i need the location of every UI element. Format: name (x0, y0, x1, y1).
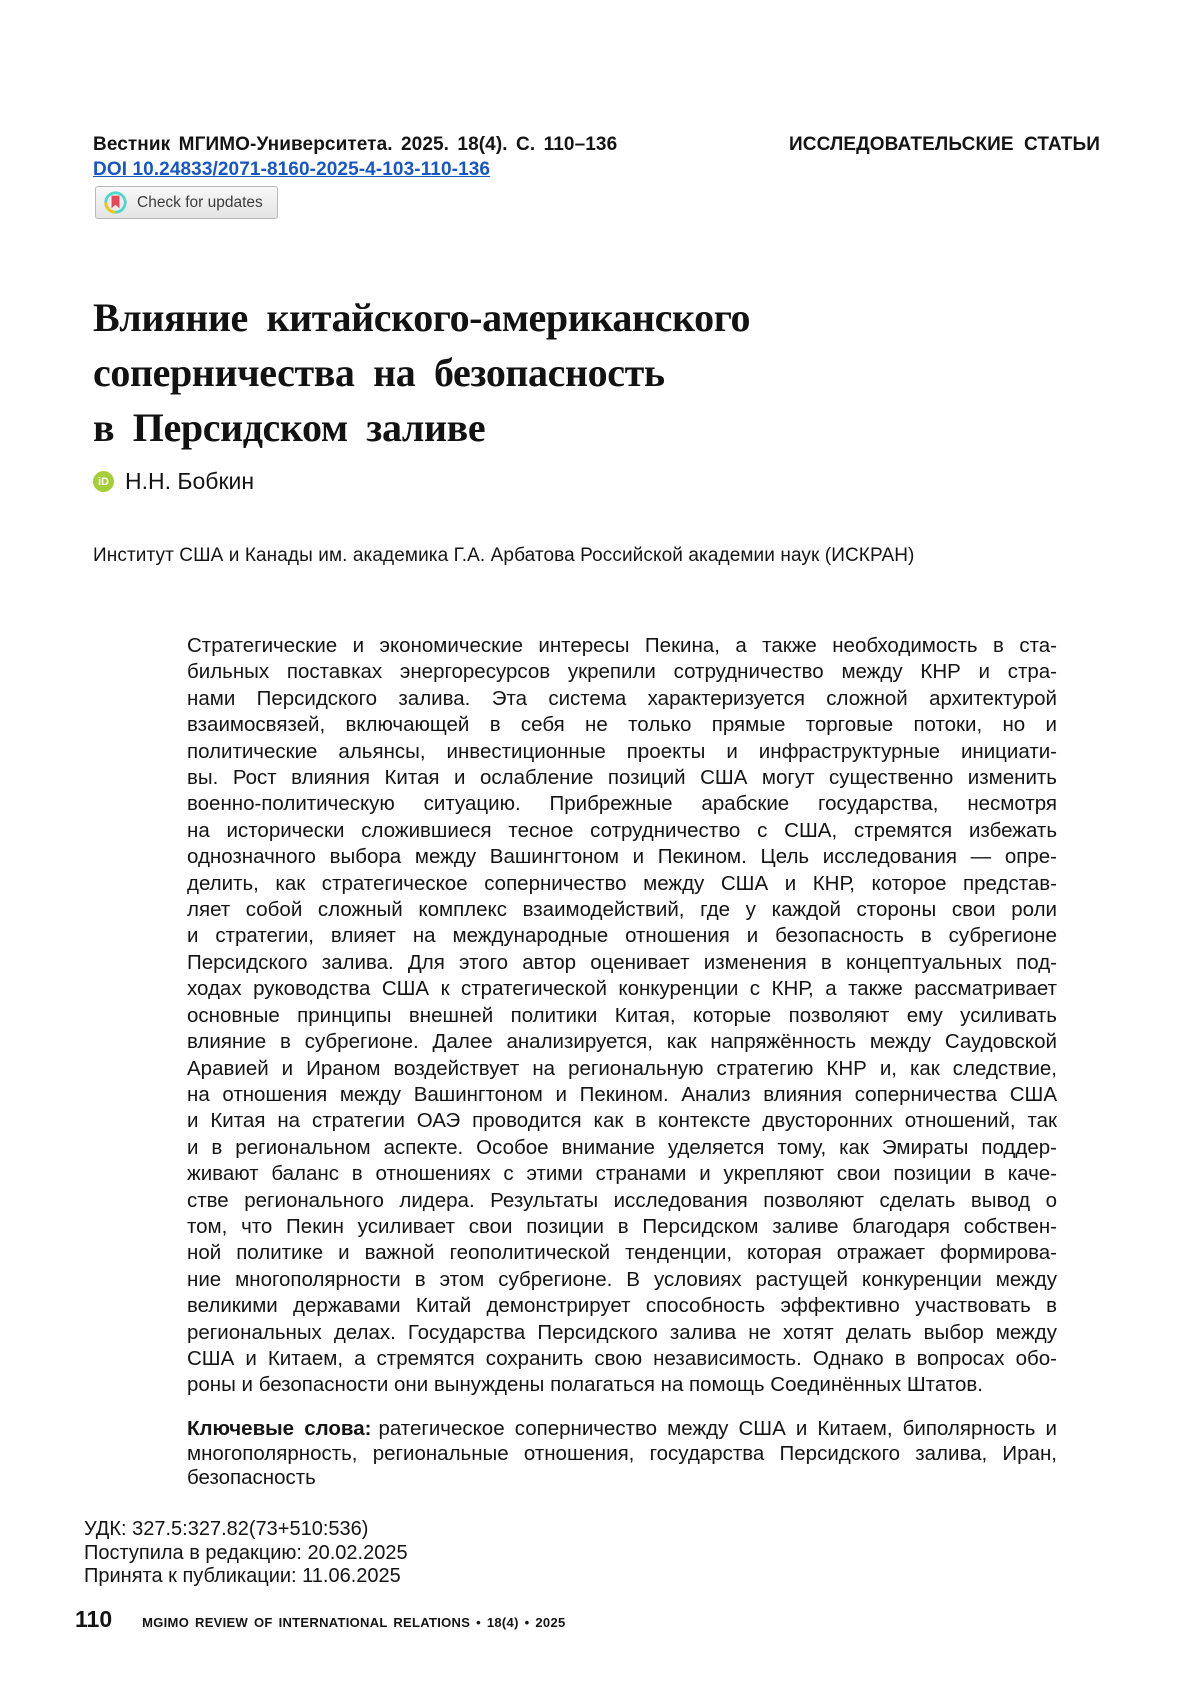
author-row (93, 468, 254, 495)
page-number: 110 (75, 1606, 113, 1632)
abstract-line: региональных делах. Государства Персидского залива не хотят делать выбор между (187, 1320, 1057, 1344)
article-title-line: соперничества на безопасность (93, 350, 665, 395)
article-title-line: в Персидском заливе (93, 405, 486, 450)
abstract-line: делить, как стратегическое соперничество между США и КНР, которое представ- (187, 871, 1057, 895)
meta-line: УДК: 327.5:327.82(73+510:536) (84, 1518, 369, 1540)
abstract-line: ляет собой сложный комплекс взаимодействий, где у каждой стороны свои роли (187, 898, 1057, 922)
abstract-line: Аравией и Ираном воздействует на региональную стратегию КНР и, как следствие, (187, 1056, 1057, 1080)
abstract (187, 633, 1057, 1399)
abstract-line: Стратегические и экономические интересы Пекина, а также необходимость в ста- (187, 634, 1057, 657)
keywords-text: ратегическое соперничество между США и Китаем, биполярность и многополярность, региональные отношения, государства Персидского залива, Иран, безопасность (187, 1417, 1057, 1490)
article-meta (84, 1518, 408, 1589)
page-header (93, 134, 1100, 181)
section-label: ИССЛЕДОВАТЕЛЬСКИЕ СТАТЬИ (789, 134, 1100, 155)
meta-line: Принята к публикации: 11.06.2025 (84, 1565, 401, 1588)
abstract-line: ние многополярности в этом субрегионе. В условиях растущей конкуренции между (187, 1267, 1057, 1291)
author-name: Н.Н. Бобкин (125, 468, 255, 494)
abstract-line: вы. Рост влияния Китая и ослабление позиций США могут существенно изменить (187, 766, 1057, 790)
abstract-line: на отношения между Вашингтоном и Пекином. Анализ влияния соперничества США (187, 1082, 1057, 1106)
abstract-line: великими державами Китай демонстрирует способность эффективно участвовать в (187, 1294, 1057, 1318)
crossmark-icon (104, 191, 127, 214)
doi-link[interactable]: DOI 10.24833/2071-8160-2025-4-103-110-136 (93, 159, 491, 180)
journal-footer-line: MGIMO REVIEW OF INTERNATIONAL RELATIONS • 18(4) • 2025 (142, 1615, 566, 1630)
article-title (93, 290, 750, 455)
orcid-icon[interactable]: iD (93, 471, 114, 492)
abstract-line: политические альянсы, инвестиционные проекты и инфраструктурные инициати- (187, 739, 1057, 763)
crossmark-label: Check for updates (137, 193, 263, 211)
page-footer (75, 1606, 566, 1633)
abstract-line: роны и безопасности они вынуждены полагаться на помощь Соединённых Штатов. (187, 1373, 983, 1397)
abstract-line: ходах руководства США к стратегической конкуренции с КНР, а также рассматривает (187, 977, 1057, 1001)
abstract-line: основные принципы внешней политики Китая, которые позволяют ему усиливать (187, 1003, 1057, 1027)
abstract-line: ной политике и важной геополитической тенденции, которая отражает формирова- (187, 1241, 1057, 1265)
abstract-line: стве регионального лидера. Результаты исследования позволяют сделать вывод о (187, 1188, 1057, 1212)
journal-reference: Вестник МГИМО-Университета. 2025. 18(4). С. 110–136 (93, 134, 618, 155)
article-title-line: Влияние китайского-американского (93, 295, 751, 340)
check-for-updates-button[interactable] (95, 186, 278, 219)
abstract-line: на исторически сложившиеся тесное сотрудничество с США, стремятся избежать (187, 818, 1057, 842)
abstract-line: том, что Пекин усиливает свои позиции в Персидском заливе благодаря собствен- (187, 1214, 1057, 1238)
abstract-line: и стратегии, влияет на международные отношения и безопасность в субрегионе (187, 924, 1057, 948)
abstract-line: США и Китаем, а стремятся сохранить свою независимость. Однако в вопросах обо- (187, 1346, 1057, 1370)
keywords-label: Ключевые слова: (187, 1417, 372, 1440)
abstract-line: однозначного выбора между Вашингтоном и Пекином. Цель исследования — опре- (187, 845, 1057, 869)
abstract-line: и в региональном аспекте. Особое внимание уделяется тому, как Эмираты поддер- (187, 1135, 1057, 1159)
abstract-line: взаимосвязей, включающей в себя не только прямые торговые потоки, но и (187, 713, 1057, 737)
abstract-line: бильных поставках энергоресурсов укрепили сотрудничество между КНР и стра- (187, 660, 1057, 684)
keywords-block (187, 1417, 1057, 1491)
header-left (93, 134, 617, 181)
abstract-line: Персидского залива. Для этого автор оценивает изменения в концептуальных под- (187, 950, 1057, 974)
abstract-line: и Китая на стратегии ОАЭ проводится как в контексте двусторонних отношений, так (187, 1109, 1057, 1133)
abstract-line: нами Персидского залива. Эта система характеризуется сложной архитектурой (187, 686, 1057, 710)
abstract-line: живают баланс в отношениях с этими странами и укрепляют свои позиции в каче- (187, 1162, 1057, 1186)
affiliation: Институт США и Канады им. академика Г.А. Арбатова Российской академии наук (ИСКРАН) (93, 545, 915, 566)
meta-line: Поступила в редакцию: 20.02.2025 (84, 1541, 408, 1564)
abstract-line: влияние в субрегионе. Далее анализируется, как напряжённость между Саудовской (187, 1030, 1057, 1054)
abstract-line: военно-политическую ситуацию. Прибрежные арабские государства, несмотря (187, 792, 1057, 816)
